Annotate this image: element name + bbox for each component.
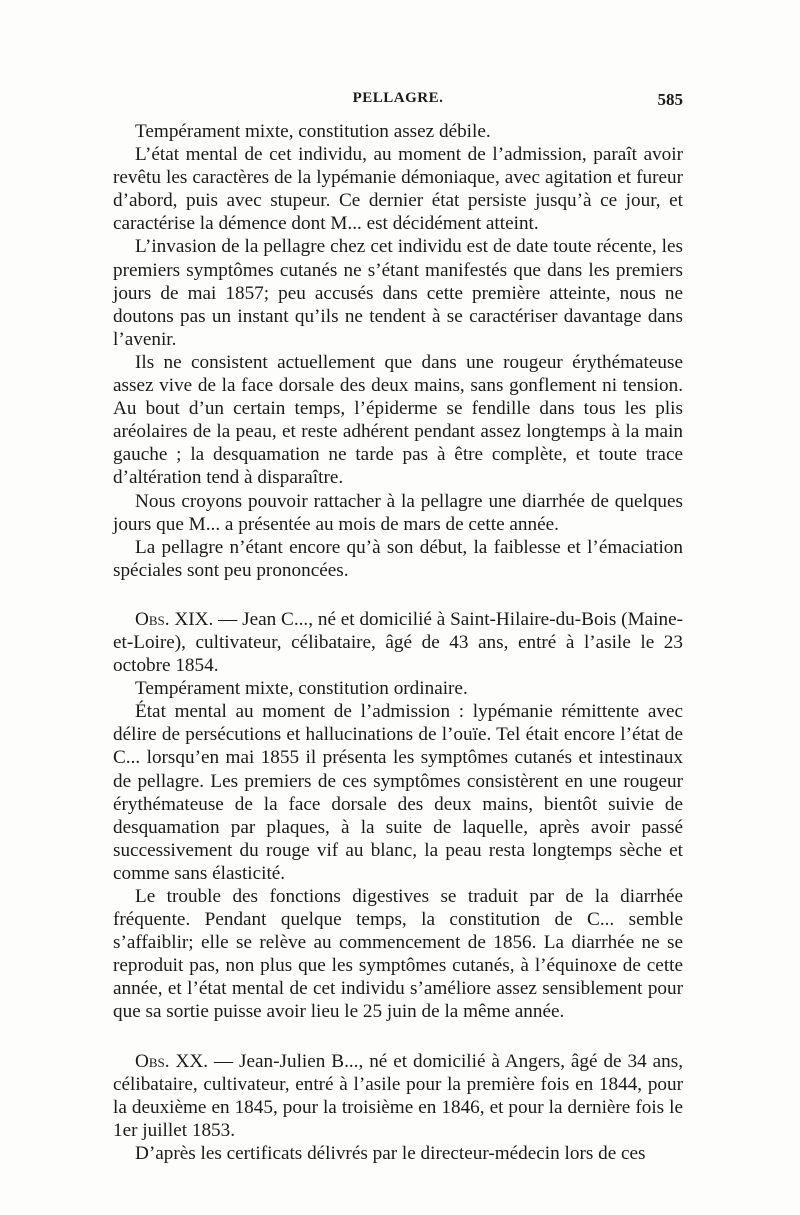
paragraph-obs19-digestive: Le trouble des fonctions digestives se traduit par de la diarrhée fréquente. Pendant quelque temps, la constitution de C... semble s’affaiblir; elle se relève au commencement de 1856. La diarrhée ne se reproduit pas, non plus que les symptômes cutanés, à l’équinoxe de cette année, et l’état mental de cet individu s’améliore assez sensiblement pour que sa sortie puisse avoir lieu le 25 juin de la même année. [113, 886, 683, 1023]
paragraph-obs19-mental-state: État mental au moment de l’admission : lypémanie rémittente avec délire de persécutions et hallucinations de l’ouïe. Tel était encore l’état de C... lorsqu’en mai 1855 il présenta les symptômes cutanés et intestinaux de pellagre. Les premiers de ces symptômes consistèrent en une rougeur érythémateuse de la face dorsale des deux mains, bientôt suivie de desquamation par plaques, à la suite de laquelle, après avoir passé successivement du rouge vif au blanc, la peau resta longtemps sèche et comme sans élasticité. [113, 701, 683, 884]
body-text [113, 120, 683, 1165]
paragraph-obs19-temperament: Tempérament mixte, constitution ordinaire. [135, 678, 468, 700]
observation-20-text: — Jean-Julien B..., né et domicilié à Angers, âgé de 34 ans, célibataire, cultivateur, entré à l’asile pour la première fois en 1844, pour la deuxième en 1845, pour la troisième en 1846, et pour la dernière fois le 1er juillet 1853. [113, 1050, 683, 1141]
paragraph-symptoms: Ils ne consistent actuellement que dans une rougeur érythémateuse assez vive de la face dorsale des deux mains, sans gonflement ni tension. Au bout d’un certain temps, l’épiderme se fendille dans tous les plis aréolaires de la peau, et reste adhérent pendant assez longtemps à la main gauche ; la desquamation ne tarde pas à être complète, et toute trace d’altération tend à disparaître. [113, 351, 683, 489]
page-header [113, 90, 683, 112]
paragraph-mental-state: L’état mental de cet individu, au moment de l’admission, paraît avoir revêtu les caractères de la lypémanie démoniaque, avec agitation et fureur d’abord, puis avec stupeur. Ce dernier état persiste jusqu’à ce jour, et caractérise la démence dont M... est décidément atteint. [113, 144, 683, 235]
section-gap [113, 582, 683, 608]
observation-19-label: Obs. XIX. [135, 608, 214, 630]
observation-20-heading [113, 1050, 683, 1142]
paragraph-emaciation: La pellagre n’étant encore qu’à son début, la faiblesse et l’émaciation spéciales sont peu prononcées. [113, 536, 683, 581]
observation-19-heading [113, 608, 683, 677]
paragraph-temperament: Tempérament mixte, constitution assez débile. [135, 121, 491, 142]
observation-20-label: Obs. XX. [135, 1050, 208, 1072]
paragraph-obs20-certificates: D’après les certificats délivrés par le directeur-médecin lors de ces [135, 1142, 646, 1164]
paragraph-diarrhea: Nous croyons pouvoir rattacher à la pellagre une diarrhée de quelques jours que M... a présentée au mois de mars de cette année. [113, 490, 683, 535]
page-number: 585 [657, 90, 683, 109]
observation-19-text: — Jean C..., né et domicilié à Saint-Hilaire-du-Bois (Maine-et-Loire), cultivateur, célibataire, âgé de 43 ans, entré à l’asile le 23 octobre 1854. [113, 608, 683, 677]
paragraph-pellagra-invasion: L’invasion de la pellagre chez cet individu est de date toute récente, les premiers symptômes cutanés ne s’étant manifestés que dans les premiers jours de mai 1857; peu accusés dans cette première atteinte, nous ne doutons pas un instant qu’ils ne tendent à se caractériser davantage dans l’avenir. [113, 236, 683, 350]
running-title: PELLAGRE. [352, 90, 444, 106]
section-gap [113, 1024, 683, 1050]
